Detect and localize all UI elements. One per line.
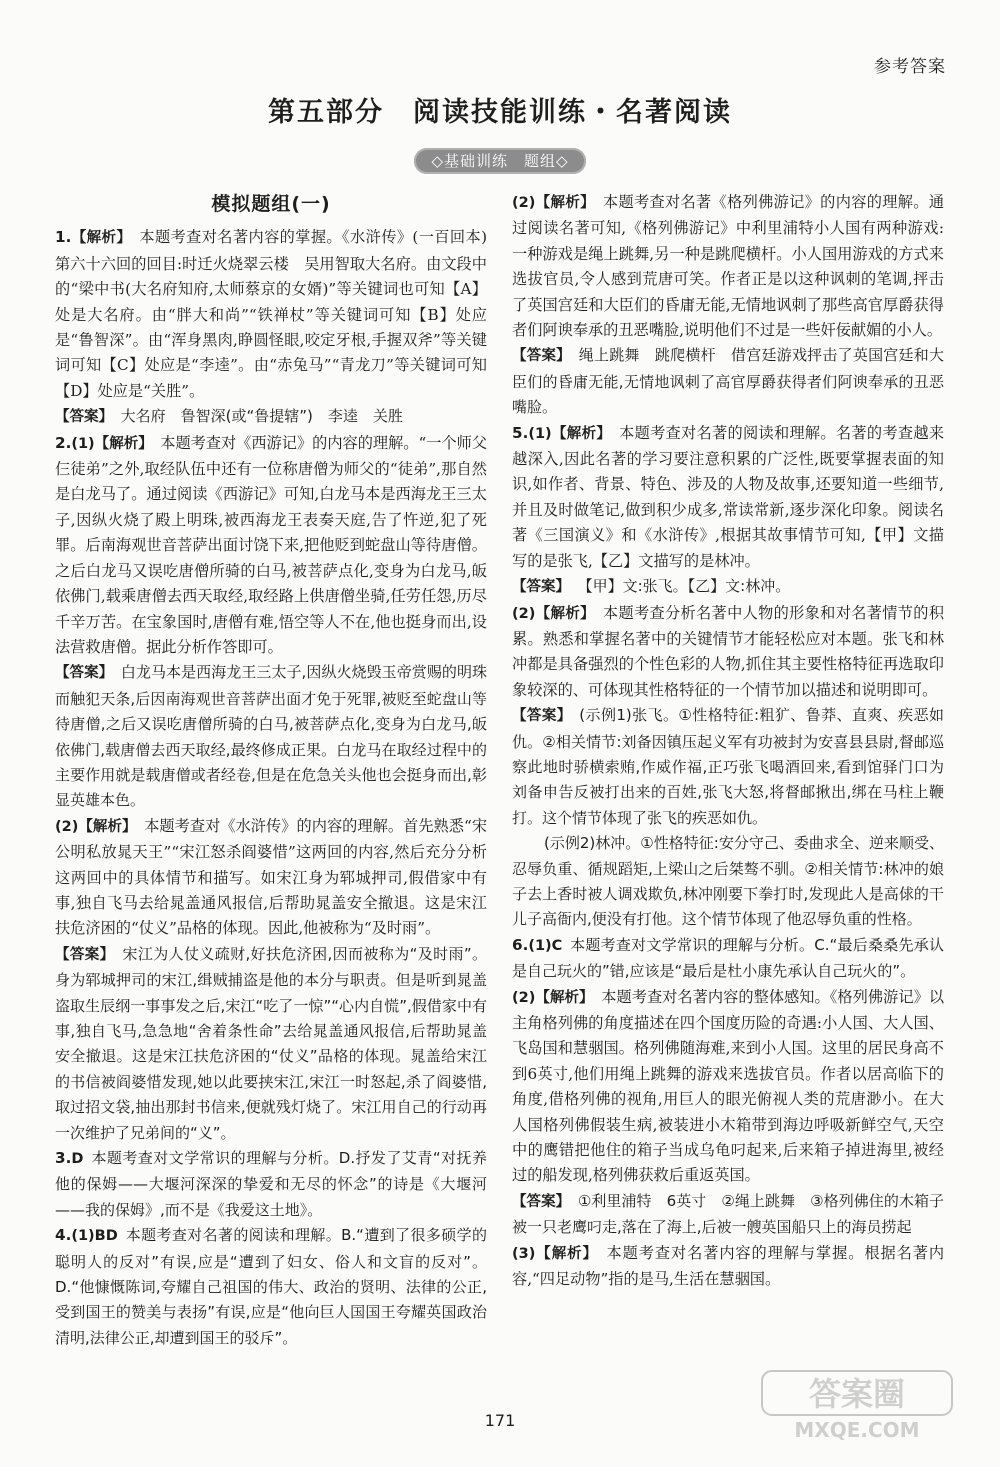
analysis-text: 本题考查分析名著中人物的形象和对名著情节的积累。熟悉和掌握名著中的关键情节才能轻松应对本题。张飞和林冲都是具备强烈的个性色彩的人物,抓住其主要性格特征再选取印象较深的、可体现其性格特征的一个情节加以描述和说明即可。 (512, 603, 945, 699)
answer-text: 本题考查对文学常识的理解与分析。D.抒发了艾青“对抚养他的保姆——大堰河深深的挚爱和无尽的怀念”的诗是《大堰河——我的保姆》,而不是《我爱这土地》。 (55, 1149, 487, 1219)
section-tag: 【答案】 (512, 708, 572, 725)
answer-text: 【甲】文:张飞。【乙】文:林冲。 (577, 577, 791, 596)
section-tag: (2)【解析】 (55, 818, 137, 835)
watermark-logo-icon (750, 1365, 960, 1445)
question-number: 5. (512, 423, 529, 442)
section-tag: (2)【解析】 (512, 605, 595, 622)
section-header: 参考答案 (874, 57, 946, 77)
answer-text: (示例2)林冲。①性格特征:安分守己、委曲求全、逆来顺受、忍辱负重、循规蹈矩,上梁山之后桀骜不驯。②相关情节:林冲的娘子去上香时被人调戏欺负,林冲刚要下拳打时,发现此人是高俅的干儿子高衙内,便没有打他。这个情节体现了他忍辱负重的性格。 (512, 834, 944, 929)
answer-paragraph (55, 404, 487, 430)
answer-paragraph (55, 431, 487, 661)
answer-paragraph (512, 421, 944, 574)
answer-paragraph (55, 814, 487, 942)
analysis-text: 本题考查对《西游记》的内容的理解。“一个师父仨徒弟”之外,取经队伍中还有一位称唐僧为师父的“徒弟”,那自然是白龙马了。通过阅读《西游记》可知,白龙马本是西海龙王三太子,因纵火烧了殿上明珠,被西海龙王表奏天庭,告了忤逆,犯了死罪。后南海观世音菩萨出面讨饶下来,把他贬到蛇盘山等待唐僧。之后白龙马又误吃唐僧所骑的白马,被菩萨点化,变身为白龙马,皈依佛门,载乘唐僧去西天取经,取经路上供唐僧坐骑,任劳任怨,历尽千辛万苦。在宝象国时,唐僧有难,悟空等人不在,他也挺身而出,设法营救唐僧。据此分析作答即可。 (55, 433, 488, 656)
analysis-text: 本题考查对名著内容的整体感知。《格列佛游记》以主角格列佛的角度描述在四个国度历险的奇遇:小人国、大人国、飞岛国和慧骃国。格列佛随海难,来到小人国。这里的居民身高不到6英寸,他们用绳上跳舞的游戏来选拔官员。作者以居高临下的角度,借格列佛的视角,用巨人的眼光俯视人类的荒唐渺小。在大人国格列佛假装生病,被装进小木箱带到海边呼吸新鲜空气,天空中的鹰错把他住的箱子当成乌龟叼起来,后来箱子掉进海里,被经过的船发现,格列佛获救后重返英国。 (512, 987, 945, 1185)
answer-paragraph (55, 1146, 487, 1223)
answer-paragraph (512, 1189, 944, 1241)
section-tag: (2)【解析】 (512, 989, 594, 1006)
answer-paragraph (512, 574, 944, 600)
watermark-line2: MXQE.COM (794, 1418, 920, 1442)
group-title: 模拟题组(一) (211, 193, 331, 215)
answer-text: 大名府 鲁智深(或“鲁提辖”) 李逵 关胜 (120, 407, 403, 426)
part-title: 第五部分 阅读技能训练・名著阅读 (268, 97, 732, 128)
analysis-text: 本题考查对名著的阅读和理解。名著的考查越来越深入,因此名著的学习要注意积累的广泛性,既要掌握表面的知识,如作者、背景、特色、涉及的人物及故事,还要知道一些细节,并且及时做笔记,做到积少成多,常读常新,逐步深化印象。阅读名著《三国演义》和《水浒传》,根据其故事情节可知,【甲】文描写的是张飞,【乙】文描写的是林冲。 (512, 423, 945, 570)
answer-text: 本题考查对文学常识的理解与分析。C.“最后桑桑先承认是自己玩火的”错,应该是“最后是杜小康先承认自己玩火的”。 (512, 935, 944, 981)
answer-paragraph (512, 703, 944, 831)
analysis-text: 本题考查对《水浒传》的内容的理解。首先熟悉“宋公明私放晁天王”“宋江怒杀阎婆惜”这两回的内容,然后充分分析这两回中的具体情节和描写。如宋江身为郓城押司,假借家中有事,独自飞马去给晁盖通风报信,后帮助晁盖安全撤退。这是宋江扶危济困的“仗义”品格的体现。因此,他被称为“及时雨”。 (55, 816, 488, 938)
section-tag: 【答案】 (512, 348, 571, 365)
analysis-text: 本题考查对名著《格列佛游记》的内容的理解。通过阅读名著可知,《格列佛游记》中利里浦特小人国有两种游戏:一种游戏是绳上跳舞,另一种是跳爬横杆。小人国用游戏的方式来选拔官员,令人感到荒唐可笑。作者正是以这种讽刺的笔调,抨击了英国宫廷和大臣们的昏庸无能,无情地讽刺了那些高官厚爵获得者们阿谀奉承的丑恶嘴脸,说明他们不过是一些奸佞献媚的小人。 (512, 193, 945, 340)
analysis-text: 本题考查对名著内容的掌握。《水浒传》(一百回本)第六十六回的回目:时迁火烧翠云楼 吴用智取大名府。由文段中的“梁中书(大名府知府,太师蔡京的女婿)”等关键词也可知【A】处是大名府。由“胖大和尚”“铁禅杖”等关键词可知【B】处应是“鲁智深”。由“浑身黑肉,睁圆怪眼,咬定牙根,手握双斧”等关键词可知【C】处应是“李逵”。由“赤兔马”“青龙刀”等关键词可知【D】处应是“关胜”。 (55, 228, 487, 400)
section-tag: D (71, 1151, 84, 1168)
section-tag: (3)【解析】 (512, 1245, 598, 1262)
answer-paragraph (55, 1223, 487, 1351)
watermark-line1: 答案圈 (808, 1375, 906, 1413)
answer-paragraph (55, 942, 487, 1146)
answer-paragraph (512, 1241, 944, 1293)
watermark-logo (750, 1365, 960, 1445)
left-column (55, 190, 487, 1351)
answer-text: (示例1)张飞。①性格特征:粗犷、鲁莽、直爽、疾恶如仇。②相关情节:刘备因镇压起义军有功被封为安喜县县尉,督邮巡察此地时骄横索贿,作威作福,正巧张飞喝酒回来,看到馆驿门口为刘备申告反被打出来的百姓,张飞大怒,将督邮揪出,绑在马柱上鞭打。这个情节体现了张飞的疾恶如仇。 (512, 706, 944, 827)
section-tag: (1)C (528, 937, 563, 954)
answer-text: 绳上跳舞 跳爬横杆 借宫廷游戏抨击了英国宫廷和大臣们的昏庸无能,无情地讽刺了高官厚爵获得者们阿谀奉承的丑恶嘴脸。 (512, 346, 944, 417)
training-banner: ◇基础训练 题组◇ (414, 148, 586, 174)
section-tag: (1)BD (71, 1228, 118, 1245)
section-tag: 【答案】 (55, 946, 115, 963)
page-number: 171 (484, 1411, 516, 1430)
question-number: 3. (55, 1149, 72, 1168)
section-tag: 【答案】 (55, 409, 113, 426)
answer-paragraph (512, 343, 944, 420)
question-number: 1. (55, 228, 72, 247)
section-tag: 【解析】 (71, 230, 132, 247)
answer-text: ①利里浦特 6英寸 ②绳上跳舞 ③格列佛住的木箱子被一只老鹰叼走,落在了海上,后被一艘英国船只上的海员捞起 (512, 1191, 945, 1237)
right-column (512, 190, 944, 1292)
answer-paragraph (512, 190, 944, 343)
section-tag: (1)【解析】 (528, 425, 612, 442)
section-tag: 【答案】 (512, 579, 570, 596)
answer-paragraph (512, 831, 944, 933)
section-tag: 【答案】 (55, 665, 114, 682)
question-number: 6. (512, 935, 529, 954)
answer-text: 宋江为人仗义疏财,好扶危济困,因而被称为“及时雨”。身为郓城押司的宋江,缉贼捕盗是他的本分与职责。但是听到晁盖盗取生辰纲一事事发之后,宋江“吃了一惊”“心内自慌”,假借家中有事,独自飞马,急急地“舍着条性命”去给晁盖通风报信,后帮助晁盖安全撤退。这是宋江扶危济困的“仗义”品格的体现。晁盖给宋江的书信被阎婆惜发现,她以此要挟宋江,宋江一时怒起,杀了阎婆惜,取过招文袋,抽出那封书信来,便就残灯烧了。宋江用自己的行动再一次维护了兄弟间的“义”。 (55, 944, 487, 1142)
answer-text: 白龙马本是西海龙王三太子,因纵火烧毁玉帝赏赐的明珠而触犯天条,后因南海观世音菩萨出面才免于死罪,被贬至蛇盘山等待唐僧,之后又误吃唐僧所骑的白马,被菩萨点化,变身为白龙马,皈依佛门,载唐僧去西天取经,最终修成正果。白龙马在取经过程中的主要作用就是载唐僧或者经卷,但是在危急关头他也会挺身而出,彰显英雄本色。 (55, 663, 487, 810)
answer-paragraph (512, 933, 944, 985)
answer-text: 本题考查对名著的阅读和理解。B.“遭到了很多硕学的聪明人的反对”有误,应是“遭到了妇女、俗人和文盲的反对”。D.“他慷慨陈词,夸耀自己祖国的伟大、政治的贤明、法律的公正,受到国王的赞美与表扬”有误,应是“他向巨人国国王夸耀英国政治清明,法律公正,却遭到国王的驳斥”。 (55, 1226, 487, 1347)
answer-paragraph (55, 660, 487, 813)
answer-paragraph (512, 601, 944, 704)
analysis-text: 本题考查对名著内容的理解与掌握。根据名著内容,“四足动物”指的是马,生活在慧骃国。 (512, 1243, 945, 1289)
answer-paragraph (55, 225, 487, 404)
section-tag: (2)【解析】 (512, 195, 595, 211)
question-number: 4. (55, 1226, 72, 1245)
section-tag: 【答案】 (512, 1193, 571, 1210)
answer-paragraph (512, 985, 944, 1189)
section-tag: (1)【解析】 (71, 435, 153, 452)
question-number: 2. (55, 433, 72, 452)
